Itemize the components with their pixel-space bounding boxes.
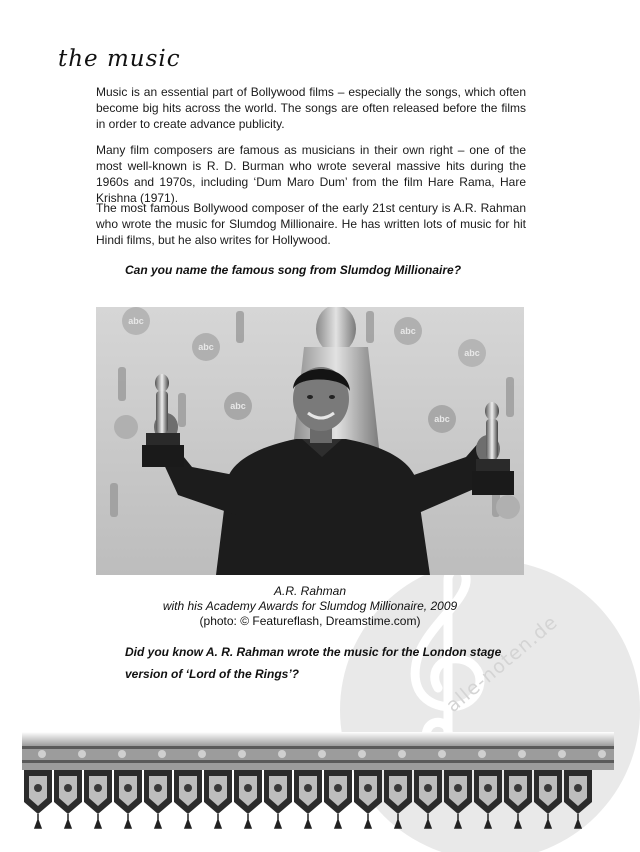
- logo-text: abc: [128, 316, 144, 326]
- border-flap: [384, 770, 412, 828]
- photo-ar-rahman: [96, 307, 524, 575]
- border-flap: [504, 770, 532, 828]
- border-flap: [114, 770, 142, 828]
- caption-name: A.R. Rahman: [273, 584, 347, 598]
- border-flap: [534, 770, 562, 828]
- border-flap: [294, 770, 322, 828]
- caption-credit: (photo: © Featureflash, Dreamstime.com): [199, 614, 421, 628]
- border-flap: [54, 770, 82, 828]
- logo-text: abc: [434, 414, 450, 424]
- logo-text: abc: [230, 401, 246, 411]
- paragraph-intro: Music is an essential part of Bollywood films – especially the songs, which often become big hits across the world. The songs are often released before the films in order to create advance publicity.: [96, 85, 526, 131]
- question-slumdog-song: Can you name the famous song from Slumdog Millionaire?: [125, 263, 462, 277]
- border-flap: [144, 770, 172, 828]
- border-flap: [474, 770, 502, 828]
- border-flap: [84, 770, 112, 828]
- border-flap: [204, 770, 232, 828]
- border-flap: [444, 770, 472, 828]
- logo-text: abc: [464, 348, 480, 358]
- paragraph-composers: Many film composers are famous as musicians in their own right – one of the most well-known is R. D. Burman who wrote several massive hits during the 1960s and 1970s, including ‘Dum Maro Dum’ from the film Hare Rama, Hare Krishna (1971).: [96, 143, 526, 205]
- border-flap: [234, 770, 262, 828]
- border-flap: [564, 770, 592, 828]
- decorative-textile-border: [22, 732, 614, 830]
- paragraph-rahman: The most famous Bollywood composer of the early 21st century is A.R. Rahman who wrote the music for Slumdog Millionaire. He has written lots of music for hit Hindi films, but he also writes for Hollywood.: [96, 201, 526, 247]
- border-flap: [354, 770, 382, 828]
- watermark-text: alle-noten.de: [442, 611, 563, 717]
- border-flap: [324, 770, 352, 828]
- border-flap: [174, 770, 202, 828]
- logo-text: abc: [400, 326, 416, 336]
- border-flap: [24, 770, 52, 828]
- border-flap: [264, 770, 292, 828]
- photo-illustration: [96, 307, 524, 575]
- caption-description: with his Academy Awards for Slumdog Millionaire, 2009: [162, 599, 458, 613]
- fact-lord-of-the-rings: Did you know A. R. Rahman wrote the music for the London stage version of ‘Lord of the Rings’?: [125, 645, 502, 681]
- page-title: the music: [58, 46, 181, 72]
- border-flap: [414, 770, 442, 828]
- logo-text: abc: [198, 342, 214, 352]
